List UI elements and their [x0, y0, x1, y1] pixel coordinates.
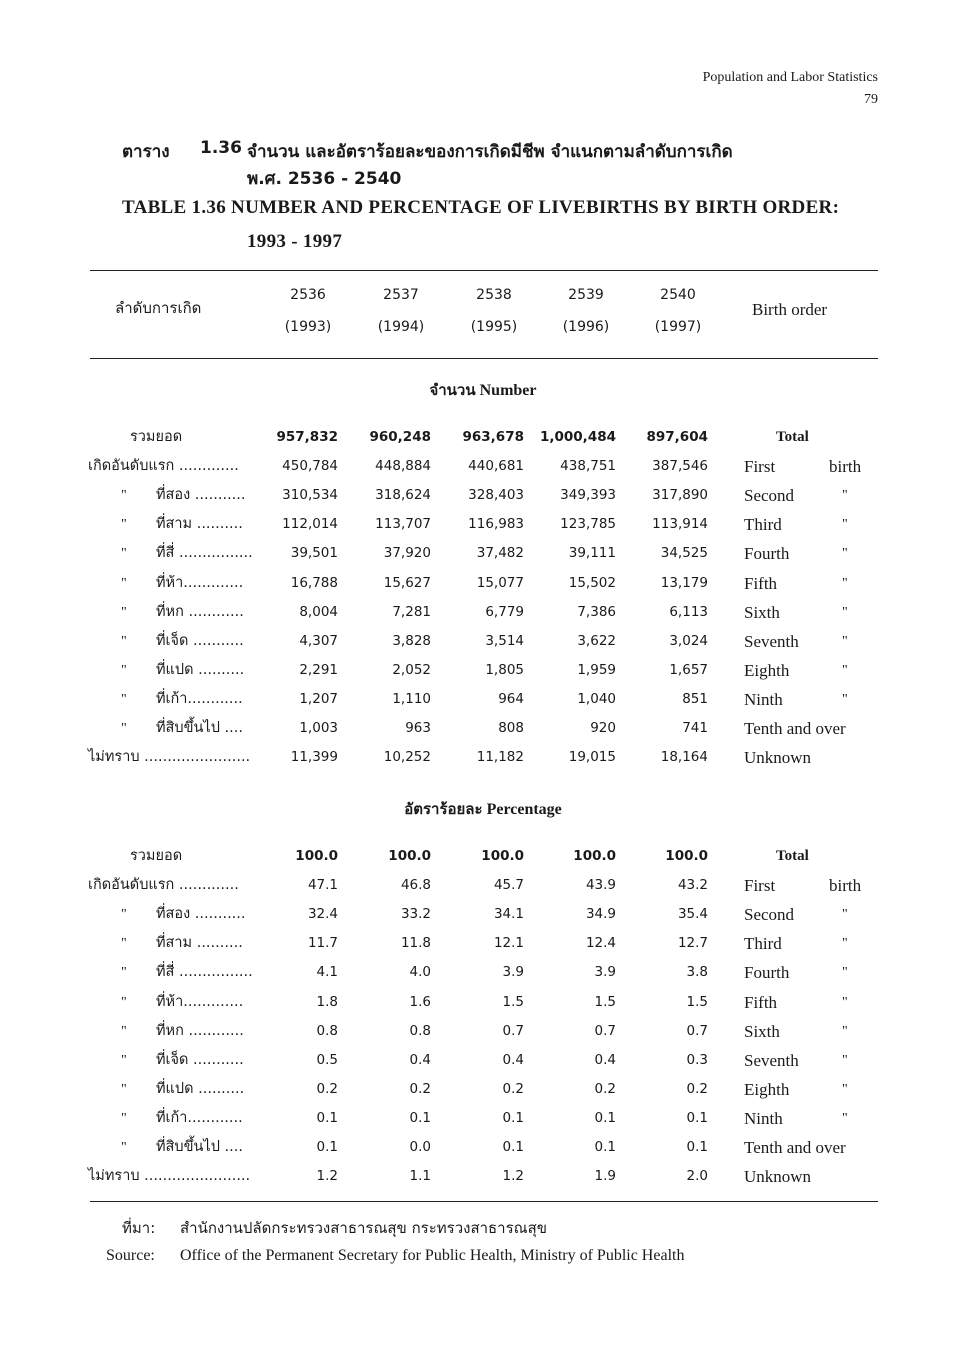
table-row-percentage — [0, 1104, 966, 1133]
cell-value: 0.2 — [686, 1080, 708, 1097]
cell-value: 10,252 — [383, 749, 431, 766]
section-heading-th: อัตราร้อยละ — [404, 800, 483, 818]
ditto-mark: " — [842, 907, 848, 923]
table-bottom-rule — [90, 1201, 878, 1202]
ditto-mark: " — [842, 1081, 848, 1097]
row-label-th: รวมยอด — [130, 429, 183, 445]
section-heading-percentage — [0, 797, 966, 821]
row-label-en: Fourth — [744, 963, 790, 983]
table-row-percentage — [0, 988, 966, 1017]
cell-value: 0.5 — [316, 1051, 338, 1068]
cell-value: 113,707 — [375, 516, 431, 533]
row-label-en-suffix: birth — [829, 876, 862, 896]
ditto-mark: " — [842, 1023, 848, 1039]
cell-value: 0.3 — [686, 1051, 708, 1068]
table-row-percentage — [0, 900, 966, 929]
table-row-number — [0, 598, 966, 627]
ditto-mark: " — [842, 546, 848, 562]
ditto-mark: " — [842, 662, 848, 678]
row-label-th: ที่สาม .......... — [156, 516, 243, 533]
source-th-label: ที่มา: — [122, 1219, 156, 1237]
cell-value: 12.7 — [677, 935, 708, 952]
cell-value: 11,182 — [476, 749, 524, 766]
cell-value: 3,024 — [669, 632, 708, 649]
cell-value: 349,393 — [560, 487, 616, 504]
cell-value: 19,015 — [568, 749, 616, 766]
cell-value: 0.4 — [502, 1051, 524, 1068]
ditto-mark: " — [121, 907, 127, 923]
source-en: Office of the Permanent Secretary for Public Health, Ministry of Public Health — [180, 1247, 685, 1264]
table-row-number — [0, 627, 966, 656]
table-row-number — [0, 481, 966, 510]
ditto-mark: " — [121, 1140, 127, 1155]
row-label-th: ที่สอง ........... — [156, 487, 246, 504]
cell-value: 4.1 — [316, 964, 338, 981]
ditto-mark: " — [842, 994, 848, 1010]
cell-value: 37,920 — [383, 545, 431, 562]
row-label-th: ที่เจ็ด ........... — [156, 632, 244, 649]
row-label-th: ที่สี่ ................ — [156, 545, 253, 562]
row-label-en: Fourth — [744, 544, 790, 564]
year-be: 2539 — [568, 287, 604, 303]
year-ce: (1994) — [377, 319, 425, 335]
cell-value: 960,248 — [369, 429, 431, 445]
ditto-mark: " — [842, 691, 848, 707]
cell-value: 957,832 — [276, 429, 338, 445]
cell-value: 851 — [682, 690, 708, 707]
cell-value: 34,525 — [660, 545, 708, 562]
cell-value: 0.1 — [502, 1139, 524, 1155]
row-label-en: Unknown — [744, 748, 812, 768]
cell-value: 310,534 — [282, 487, 338, 504]
row-label-th: ที่เจ็ด ........... — [156, 1051, 244, 1068]
cell-value: 0.0 — [409, 1139, 431, 1155]
cell-value: 0.1 — [594, 1139, 616, 1155]
ditto-mark: " — [121, 633, 127, 649]
cell-value: 0.1 — [316, 1139, 338, 1155]
table-row-percentage — [0, 1017, 966, 1046]
cell-value: 964 — [498, 690, 524, 707]
cell-value: 963 — [405, 720, 431, 736]
cell-value: 6,113 — [669, 603, 708, 620]
cell-value: 15,502 — [568, 574, 616, 591]
row-label-en-suffix: birth — [829, 457, 862, 477]
row-label-en: Fifth — [744, 992, 778, 1012]
cell-value: 11.8 — [400, 935, 431, 952]
ditto-mark: " — [121, 1052, 127, 1068]
cell-value: 3.9 — [594, 964, 616, 981]
year-ce: (1995) — [470, 319, 518, 335]
cell-value: 0.2 — [594, 1080, 616, 1097]
cell-value: 4,307 — [299, 632, 338, 649]
column-year-4 — [546, 287, 626, 335]
ditto-mark: " — [842, 488, 848, 504]
cell-value: 123,785 — [560, 516, 616, 533]
cell-value: 1,207 — [299, 690, 338, 707]
cell-value: 33.2 — [400, 906, 431, 923]
title-en-line2: 1993 - 1997 — [247, 231, 343, 252]
cell-value: 3,828 — [392, 632, 431, 649]
section-heading-en: Number — [479, 382, 537, 399]
ditto-mark: " — [121, 1110, 127, 1126]
cell-value: 0.7 — [686, 1022, 708, 1039]
table-row-number — [0, 452, 966, 481]
cell-value: 15,077 — [476, 574, 524, 591]
row-label-en: Ninth — [744, 689, 783, 709]
cell-value: 35.4 — [677, 906, 708, 923]
year-be: 2537 — [383, 287, 419, 303]
ditto-mark: " — [121, 994, 127, 1010]
year-be: 2538 — [476, 287, 512, 303]
row-label-en: Unknown — [744, 1167, 812, 1187]
cell-value: 0.1 — [594, 1109, 616, 1126]
cell-value: 1,003 — [299, 720, 338, 736]
cell-value: 8,004 — [299, 603, 338, 620]
row-label-en: Fifth — [744, 573, 778, 593]
cell-value: 808 — [498, 720, 524, 736]
column-year-3 — [454, 287, 534, 335]
ditto-mark: " — [121, 488, 127, 504]
column-year-1 — [268, 287, 348, 335]
cell-value: 11.7 — [307, 935, 338, 952]
row-label-th: รวมยอด — [130, 848, 183, 864]
cell-value: 0.8 — [316, 1022, 338, 1039]
cell-value: 46.8 — [400, 877, 431, 894]
table-row-percentage — [0, 1162, 966, 1191]
cell-value: 2.0 — [686, 1168, 708, 1185]
cell-value: 12.4 — [585, 935, 616, 952]
cell-value: 920 — [590, 720, 616, 736]
cell-value: 100.0 — [665, 848, 708, 864]
cell-value: 2,291 — [299, 661, 338, 678]
cell-value: 43.2 — [677, 877, 708, 894]
cell-value: 1.5 — [502, 993, 524, 1010]
column-header-th: ลำดับการเกิด — [115, 299, 202, 317]
row-label-th: ที่สี่ ................ — [156, 964, 253, 981]
year-be: 2536 — [290, 287, 326, 303]
cell-value: 16,788 — [290, 574, 338, 591]
cell-value: 11,399 — [290, 749, 338, 766]
row-label-en: Tenth and over — [744, 719, 846, 738]
cell-value: 1.2 — [316, 1168, 338, 1185]
cell-value: 0.1 — [686, 1109, 708, 1126]
cell-value: 39,501 — [290, 545, 338, 562]
ditto-mark: " — [121, 575, 127, 591]
cell-value: 1,000,484 — [539, 429, 616, 445]
cell-value: 387,546 — [652, 458, 708, 475]
cell-value: 116,983 — [468, 516, 524, 533]
cell-value: 0.4 — [594, 1051, 616, 1068]
cell-value: 1.5 — [594, 993, 616, 1010]
cell-value: 15,627 — [383, 574, 431, 591]
title-en-line1: TABLE 1.36 NUMBER AND PERCENTAGE OF LIVEBIRTHS BY BIRTH ORDER: — [122, 197, 840, 218]
row-label-en: Ninth — [744, 1108, 783, 1128]
table-row-percentage — [0, 1075, 966, 1104]
table-row-number — [0, 743, 966, 772]
cell-value: 0.4 — [409, 1051, 431, 1068]
ditto-mark: " — [121, 517, 127, 533]
cell-value: 448,884 — [375, 458, 431, 475]
table-row-number — [0, 423, 966, 452]
row-label-en: Eighth — [744, 660, 790, 680]
table-row-number — [0, 656, 966, 685]
row-label-en: Tenth and over — [744, 1138, 846, 1157]
row-label-th: ที่แปด .......... — [156, 1080, 245, 1097]
cell-value: 13,179 — [660, 574, 708, 591]
cell-value: 113,914 — [652, 516, 708, 533]
cell-value: 741 — [682, 720, 708, 736]
year-ce: (1996) — [562, 319, 610, 335]
cell-value: 43.9 — [585, 877, 616, 894]
cell-value: 0.7 — [502, 1022, 524, 1039]
ditto-mark: " — [121, 604, 127, 620]
title-th-line1: จำนวน และอัตราร้อยละของการเกิดมีชีพ จำแนกตามลำดับการเกิด — [247, 142, 733, 162]
cell-value: 963,678 — [462, 429, 524, 445]
cell-value: 12.1 — [493, 935, 524, 952]
row-label-th: ที่แปด .......... — [156, 661, 245, 678]
row-label-th: ที่ห้า............. — [156, 574, 244, 591]
section-heading-en: Percentage — [486, 801, 562, 818]
cell-value: 1.6 — [409, 993, 431, 1010]
cell-value: 112,014 — [282, 516, 338, 533]
row-label-th: ที่เก้า............ — [156, 1109, 243, 1126]
running-title: Population and Labor Statistics — [702, 70, 878, 85]
cell-value: 317,890 — [652, 487, 708, 504]
cell-value: 1,959 — [577, 661, 616, 678]
table-row-number — [0, 685, 966, 714]
cell-value: 100.0 — [388, 848, 431, 864]
row-label-th: ที่เก้า............ — [156, 690, 243, 707]
row-label-th: ที่ห้า............. — [156, 993, 244, 1010]
row-label-th: ที่หก ............ — [156, 1022, 244, 1039]
header-bottom-rule — [90, 358, 878, 359]
cell-value: 328,403 — [468, 487, 524, 504]
cell-value: 32.4 — [307, 906, 338, 923]
cell-value: 34.9 — [585, 906, 616, 923]
year-ce: (1997) — [654, 319, 702, 335]
cell-value: 34.1 — [493, 906, 524, 923]
cell-value: 0.1 — [316, 1109, 338, 1126]
cell-value: 3,514 — [485, 632, 524, 649]
ditto-mark: " — [121, 546, 127, 562]
row-label-th: ไม่ทราบ ....................... — [88, 749, 251, 766]
cell-value: 7,386 — [577, 603, 616, 620]
ditto-mark: " — [121, 691, 127, 707]
row-label-en: Total — [776, 848, 809, 864]
table-row-number — [0, 510, 966, 539]
ditto-mark: " — [842, 575, 848, 591]
ditto-mark: " — [121, 662, 127, 678]
ditto-mark: " — [842, 936, 848, 952]
table-row-number — [0, 714, 966, 743]
row-label-en: Third — [744, 934, 782, 954]
column-year-2 — [361, 287, 441, 335]
source-en-label: Source: — [106, 1247, 155, 1264]
row-label-th: เกิดอันดับแรก ............. — [88, 877, 239, 894]
row-label-en: Second — [744, 486, 795, 506]
ditto-mark: " — [121, 721, 127, 736]
ditto-mark: " — [842, 1110, 848, 1126]
cell-value: 7,281 — [392, 603, 431, 620]
cell-value: 438,751 — [560, 458, 616, 475]
row-label-en: First — [744, 457, 776, 477]
cell-value: 1,040 — [577, 690, 616, 707]
cell-value: 318,624 — [375, 487, 431, 504]
page-number: 79 — [864, 92, 878, 107]
cell-value: 0.8 — [409, 1022, 431, 1039]
cell-value: 39,111 — [568, 545, 616, 562]
cell-value: 3,622 — [577, 632, 616, 649]
year-be: 2540 — [660, 287, 696, 303]
row-label-th: ที่สาม .......... — [156, 935, 243, 952]
row-label-th: ที่หก ............ — [156, 603, 244, 620]
row-label-en: Third — [744, 515, 782, 535]
title-th-number: 1.36 — [200, 138, 242, 158]
cell-value: 3.9 — [502, 964, 524, 981]
table-row-percentage — [0, 842, 966, 871]
cell-value: 0.1 — [686, 1139, 708, 1155]
cell-value: 1.9 — [594, 1168, 616, 1185]
row-label-th: ไม่ทราบ ....................... — [88, 1168, 251, 1185]
section-heading-th: จำนวน — [429, 381, 476, 399]
ditto-mark: " — [842, 965, 848, 981]
source-th: สำนักงานปลัดกระทรวงสาธารณสุข กระทรวงสาธารณสุข — [180, 1219, 547, 1237]
cell-value: 37,482 — [476, 545, 524, 562]
row-label-en: Second — [744, 905, 795, 925]
row-label-en: Total — [776, 429, 809, 445]
row-label-th: ที่สิบขึ้นไป .... — [156, 1139, 243, 1155]
row-label-en: Seventh — [744, 1050, 799, 1070]
row-label-en: Seventh — [744, 631, 799, 651]
table-top-rule — [90, 270, 878, 271]
ditto-mark: " — [121, 1081, 127, 1097]
table-row-number — [0, 569, 966, 598]
table-row-percentage — [0, 1046, 966, 1075]
cell-value: 1,657 — [669, 661, 708, 678]
ditto-mark: " — [121, 965, 127, 981]
cell-value: 440,681 — [468, 458, 524, 475]
row-label-en: First — [744, 876, 776, 896]
cell-value: 6,779 — [485, 603, 524, 620]
ditto-mark: " — [842, 1052, 848, 1068]
table-row-percentage — [0, 1133, 966, 1162]
cell-value: 45.7 — [493, 877, 524, 894]
title-th-line2: พ.ศ. 2536 - 2540 — [247, 169, 402, 189]
cell-value: 2,052 — [392, 661, 431, 678]
cell-value: 0.7 — [594, 1022, 616, 1039]
cell-value: 3.8 — [686, 964, 708, 981]
row-label-th: เกิดอันดับแรก ............. — [88, 458, 239, 475]
cell-value: 100.0 — [481, 848, 524, 864]
ditto-mark: " — [842, 604, 848, 620]
ditto-mark: " — [842, 633, 848, 649]
row-label-en: Sixth — [744, 1021, 780, 1041]
cell-value: 100.0 — [573, 848, 616, 864]
cell-value: 0.2 — [409, 1080, 431, 1097]
cell-value: 1.5 — [686, 993, 708, 1010]
ditto-mark: " — [121, 1023, 127, 1039]
title-th-prefix: ตาราง — [122, 142, 170, 162]
cell-value: 1,110 — [392, 690, 431, 707]
cell-value: 897,604 — [646, 429, 708, 445]
cell-value: 0.2 — [502, 1080, 524, 1097]
cell-value: 4.0 — [409, 964, 431, 981]
cell-value: 0.1 — [409, 1109, 431, 1126]
row-label-en: Sixth — [744, 602, 780, 622]
section-heading-number — [0, 378, 966, 402]
table-row-number — [0, 539, 966, 568]
cell-value: 100.0 — [295, 848, 338, 864]
column-year-5 — [638, 287, 718, 335]
row-label-en: Eighth — [744, 1079, 790, 1099]
cell-value: 1.2 — [502, 1168, 524, 1185]
cell-value: 1,805 — [485, 661, 524, 678]
ditto-mark: " — [121, 936, 127, 952]
table-row-percentage — [0, 929, 966, 958]
table-row-percentage — [0, 958, 966, 987]
table-row-percentage — [0, 871, 966, 900]
ditto-mark: " — [842, 517, 848, 533]
year-ce: (1993) — [284, 319, 332, 335]
cell-value: 18,164 — [660, 749, 708, 766]
row-label-th: ที่สอง ........... — [156, 906, 246, 923]
cell-value: 47.1 — [307, 877, 338, 894]
cell-value: 0.2 — [316, 1080, 338, 1097]
cell-value: 0.1 — [502, 1109, 524, 1126]
row-label-th: ที่สิบขึ้นไป .... — [156, 720, 243, 736]
cell-value: 450,784 — [282, 458, 338, 475]
column-header-en: Birth order — [752, 300, 828, 319]
cell-value: 1.1 — [409, 1168, 431, 1185]
cell-value: 1.8 — [316, 993, 338, 1010]
